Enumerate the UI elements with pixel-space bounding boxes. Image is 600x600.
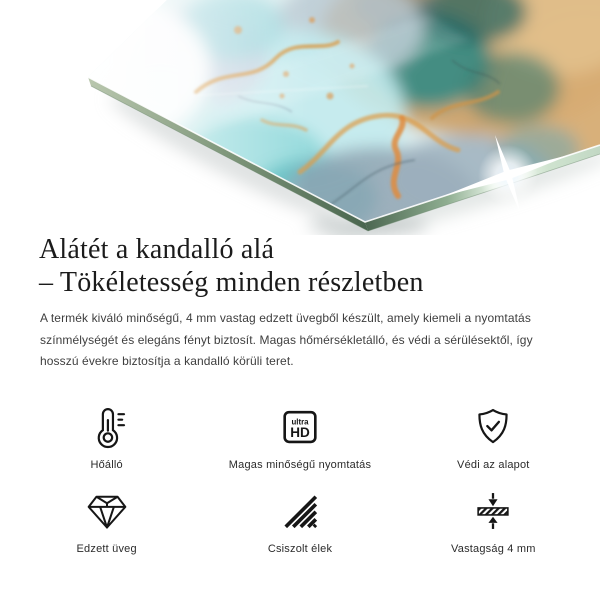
- feature-label: Védi az alapot: [457, 459, 530, 471]
- product-description: [40, 308, 533, 373]
- shield-check-icon: [471, 405, 515, 449]
- feature-tempered-glass: [10, 483, 203, 567]
- page-title: [39, 233, 424, 299]
- feature-label: Vastagság 4 mm: [451, 543, 536, 555]
- feature-label: Magas minőségű nyomtatás: [228, 459, 372, 471]
- thermometer-icon: [85, 405, 129, 449]
- feature-ultra-hd-print: [203, 399, 396, 483]
- feature-protects-base: [397, 399, 590, 483]
- ultra-hd-icon: [279, 406, 321, 448]
- product-photo-glass-panel: [0, 0, 600, 235]
- description-line: A termék kiváló minőségű, 4 mm vastag edzett üvegből készült, amely kiemeli a nyomtatás: [40, 311, 531, 325]
- feature-heat-resistant: [10, 399, 203, 483]
- title-line-1: Alátét a kandalló alá: [39, 234, 275, 265]
- feature-label: Csiszolt élek: [267, 543, 333, 555]
- feature-label: Edzett üveg: [76, 543, 137, 555]
- thickness-icon: [472, 490, 514, 532]
- description-line: hosszú évekre biztosítja a kandalló körüli teret.: [40, 354, 294, 368]
- feature-label: Hőálló: [90, 459, 123, 471]
- svg-text:ultra: ultra: [291, 417, 309, 427]
- polished-edges-icon: [281, 492, 319, 530]
- svg-text:HD: HD: [290, 425, 310, 441]
- diamond-icon: [85, 489, 129, 533]
- features-grid: [10, 399, 590, 567]
- feature-thickness: [397, 483, 590, 567]
- description-line: színmélységét és elegáns fényt biztosít. Magas hőmérsékletálló, és védi a sérülésektől, így: [40, 332, 533, 347]
- title-line-2: – Tökéletesség minden részletben: [39, 267, 424, 298]
- feature-polished-edges: [203, 483, 396, 567]
